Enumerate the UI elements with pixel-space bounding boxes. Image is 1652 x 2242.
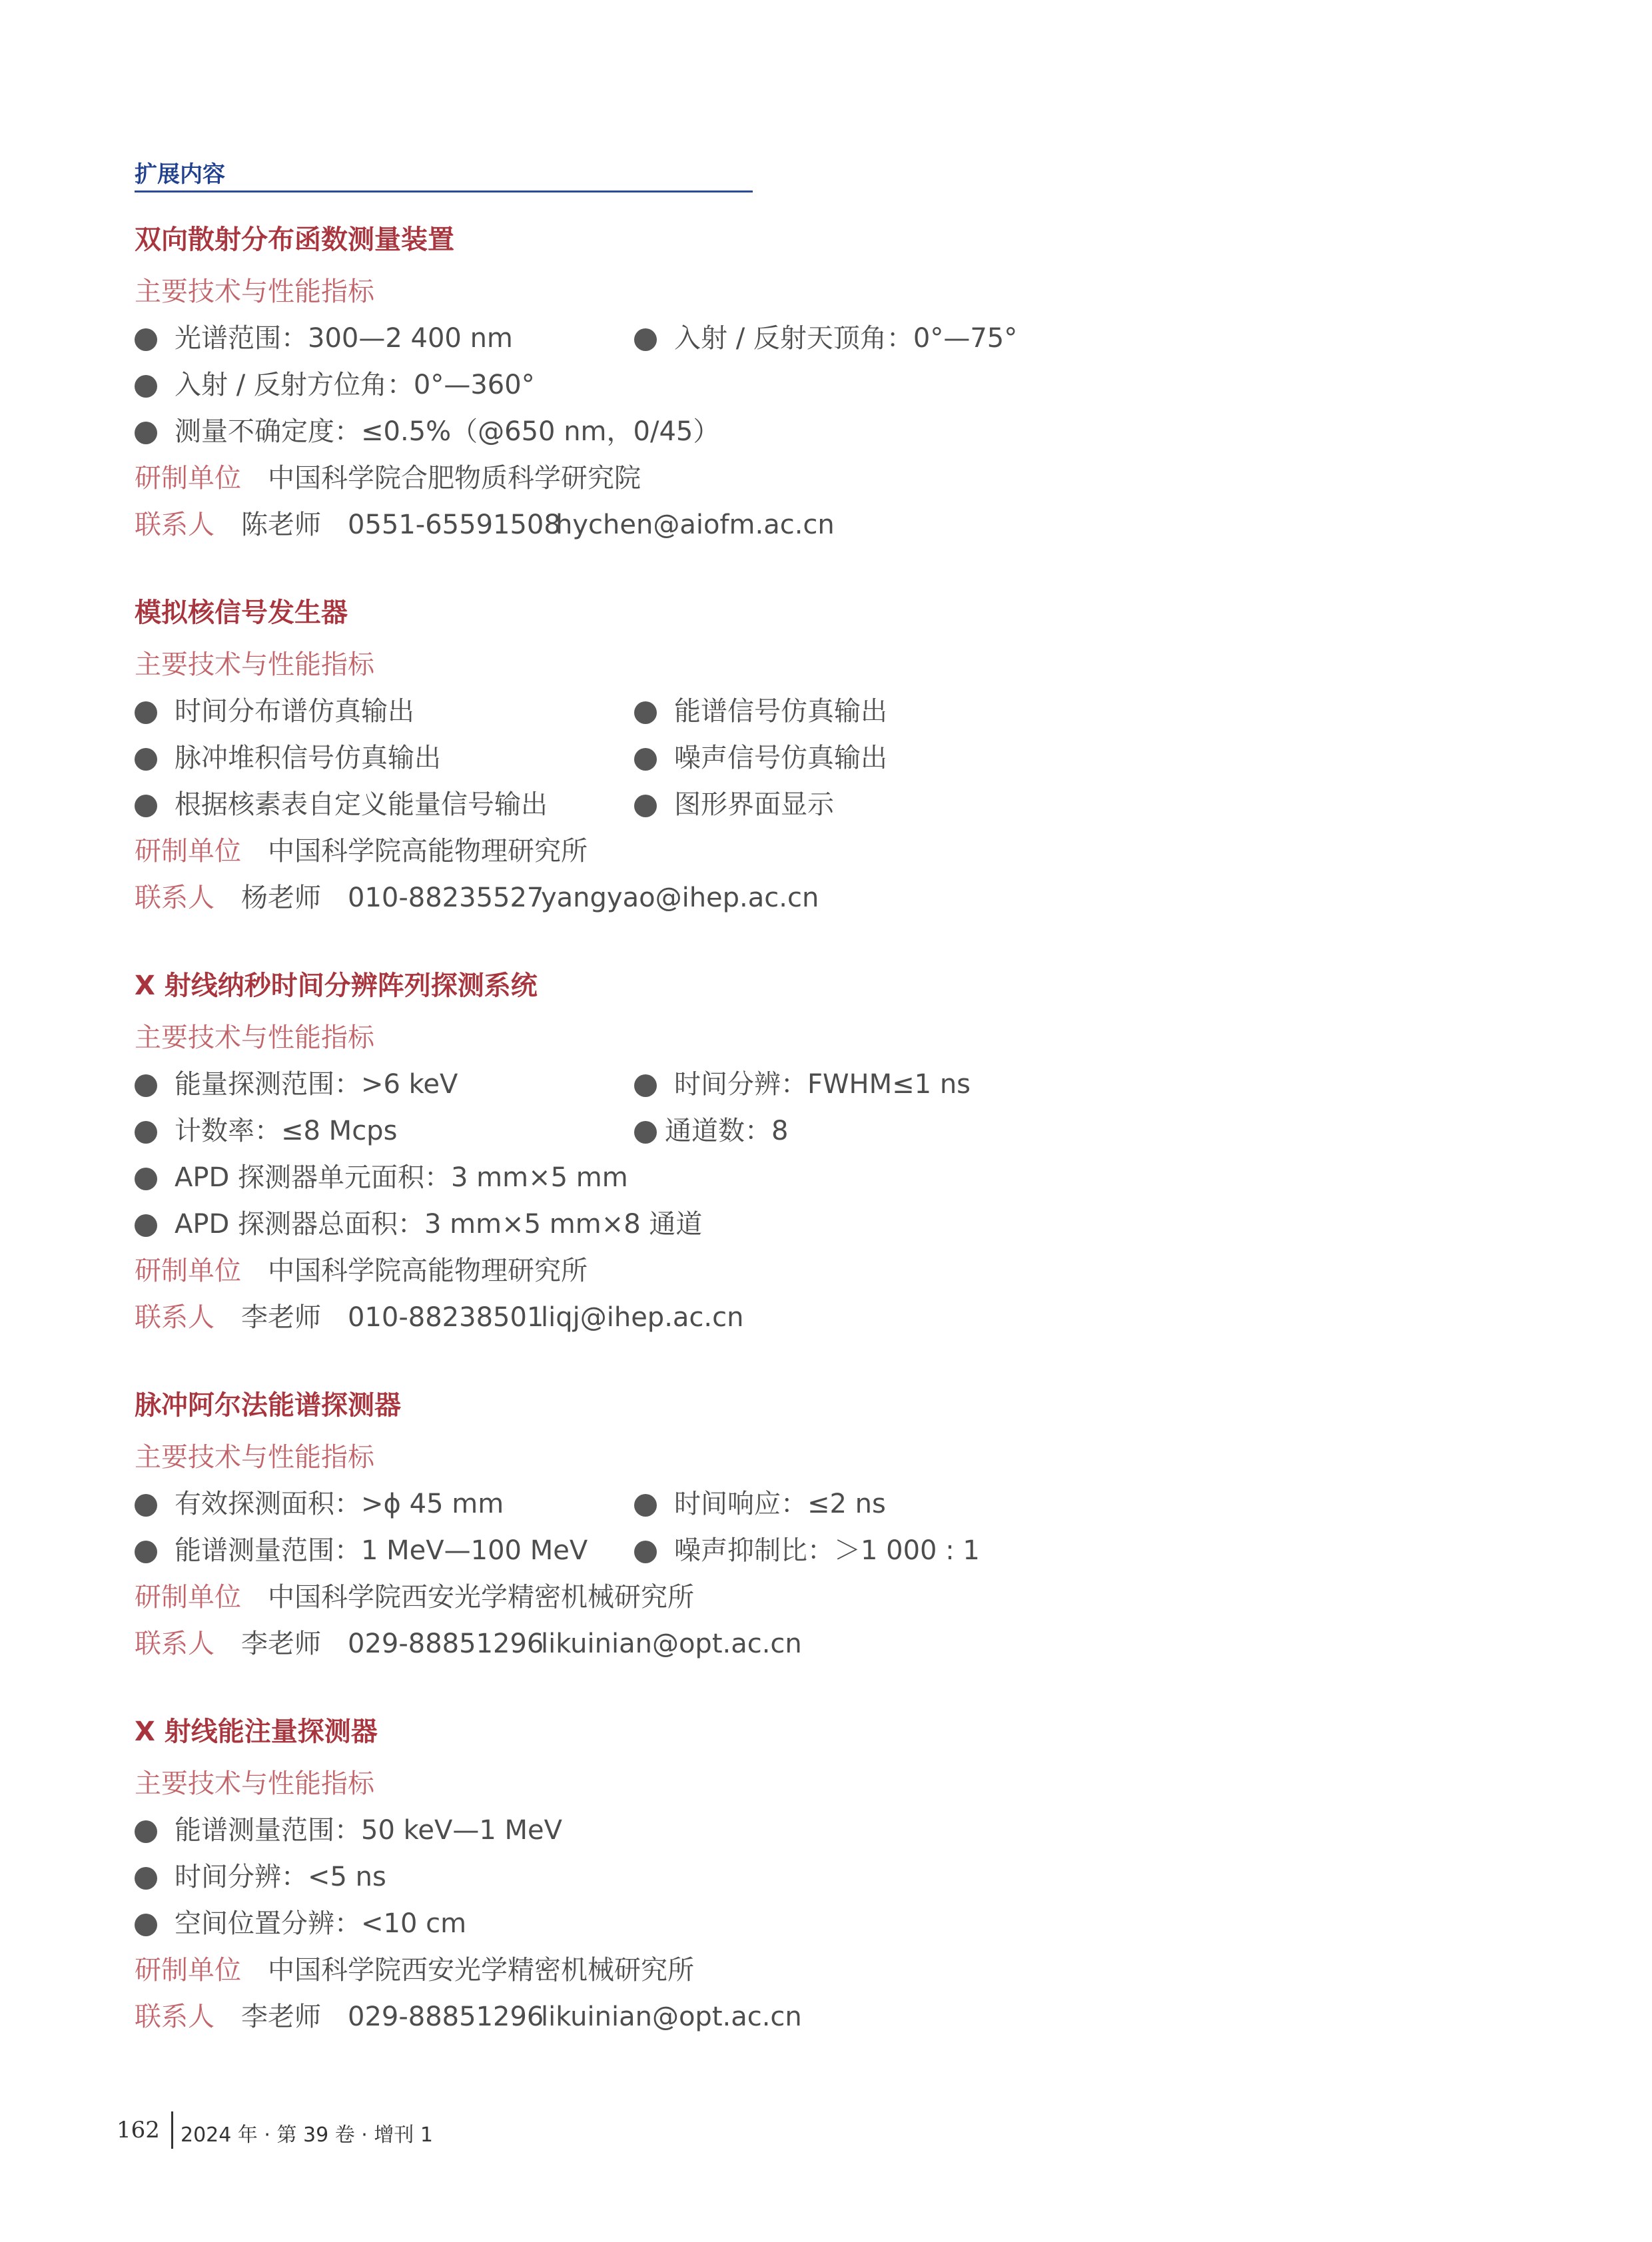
contact-email: hychen@aiofm.ac.cn bbox=[556, 510, 835, 540]
spec-row: APD 探测器总面积：3 mm×5 mm×8 通道 bbox=[135, 1204, 1267, 1244]
bullet-dot-icon bbox=[634, 795, 657, 817]
bullet-dot-icon bbox=[135, 748, 157, 771]
org-name: 中国科学院西安光学精密机械研究所 bbox=[268, 1582, 694, 1613]
issue-info: 2024 年 · 第 39 卷 · 增刊 1 bbox=[181, 2123, 433, 2147]
spec-row: 有效探测面积：>ϕ 45 mm 时间响应：≤2 ns bbox=[135, 1484, 1267, 1524]
bullet-dot-icon bbox=[634, 1074, 657, 1097]
contact-name: 李老师 bbox=[241, 1302, 321, 1333]
contact-line bbox=[135, 505, 1200, 545]
bullet-dot-icon bbox=[135, 1914, 157, 1936]
org-line bbox=[135, 1251, 1200, 1291]
org-label: 研制单位 bbox=[135, 1955, 241, 1986]
org-line bbox=[135, 458, 1200, 498]
org-line bbox=[135, 1577, 1200, 1617]
spec-row: 光谱范围：300—2 400 nm 入射 / 反射天顶角：0°—75° bbox=[135, 318, 1267, 358]
bullet-dot-icon bbox=[135, 1867, 157, 1890]
contact-name: 李老师 bbox=[241, 2002, 321, 2032]
contact-line bbox=[135, 1624, 1200, 1664]
section-header bbox=[135, 151, 753, 192]
org-label: 研制单位 bbox=[135, 1582, 241, 1613]
org-name: 中国科学院高能物理研究所 bbox=[268, 1256, 588, 1286]
bullet-dot-icon bbox=[634, 1494, 657, 1517]
spec-row: 时间分布谱仿真输出 能谱信号仿真输出 bbox=[135, 691, 1267, 731]
contact-phone: 029-88851296 bbox=[348, 1629, 544, 1659]
contact-line bbox=[135, 878, 1200, 918]
entry-title: X 射线纳秒时间分辨阵列探测系统 bbox=[135, 970, 538, 1001]
org-name: 中国科学院合肥物质科学研究院 bbox=[268, 463, 641, 494]
contact-name: 陈老师 bbox=[241, 510, 321, 540]
contact-label: 联系人 bbox=[135, 1302, 214, 1333]
contact-phone: 010-88238501 bbox=[348, 1302, 544, 1333]
bullet-dot-icon bbox=[634, 328, 657, 351]
contact-label: 联系人 bbox=[135, 1629, 214, 1659]
bullet-dot-icon bbox=[634, 748, 657, 771]
bullet-dot-icon bbox=[135, 1214, 157, 1237]
contact-label: 联系人 bbox=[135, 2002, 214, 2032]
bullet-dot-icon bbox=[135, 1820, 157, 1843]
spec-row: 入射 / 反射方位角：0°—360° bbox=[135, 365, 1267, 405]
contact-email: liqj@ihep.ac.cn bbox=[541, 1302, 744, 1333]
contact-phone: 0551-65591508 bbox=[348, 510, 561, 540]
bullet-dot-icon bbox=[135, 375, 157, 398]
entry-title: 双向散射分布函数测量装置 bbox=[135, 224, 454, 255]
org-name: 中国科学院高能物理研究所 bbox=[268, 836, 588, 867]
org-name: 中国科学院西安光学精密机械研究所 bbox=[268, 1955, 694, 1986]
contact-email: likuinian@opt.ac.cn bbox=[541, 1629, 802, 1659]
contact-label: 联系人 bbox=[135, 883, 214, 913]
bullet-dot-icon bbox=[135, 1168, 157, 1190]
spec-row: 计数率：≤8 Mcps 通道数：8 bbox=[135, 1111, 1267, 1151]
contact-email: likuinian@opt.ac.cn bbox=[541, 2002, 802, 2032]
bullet-dot-icon bbox=[135, 1541, 157, 1563]
entry-subhead: 主要技术与性能指标 bbox=[135, 1768, 374, 1799]
spec-row: 脉冲堆积信号仿真输出 噪声信号仿真输出 bbox=[135, 738, 1267, 778]
spec-row: 能谱测量范围：1 MeV—100 MeV 噪声抑制比：＞1 000 : 1 bbox=[135, 1531, 1267, 1571]
spec-row: 空间位置分辨：<10 cm bbox=[135, 1904, 1267, 1944]
bullet-dot-icon bbox=[135, 328, 157, 351]
entry-subhead: 主要技术与性能指标 bbox=[135, 276, 374, 307]
footer-divider bbox=[171, 2111, 173, 2149]
page-number: 162 bbox=[117, 2117, 160, 2143]
bullet-dot-icon bbox=[135, 1121, 157, 1144]
spec-row: 根据核素表自定义能量信号输出 图形界面显示 bbox=[135, 785, 1267, 825]
bullet-dot-icon bbox=[135, 1074, 157, 1097]
org-label: 研制单位 bbox=[135, 836, 241, 867]
org-label: 研制单位 bbox=[135, 1256, 241, 1286]
spec-row: APD 探测器单元面积：3 mm×5 mm bbox=[135, 1158, 1267, 1198]
bullet-dot-icon bbox=[634, 1121, 657, 1144]
spec-row: 能谱测量范围：50 keV—1 MeV bbox=[135, 1810, 1267, 1850]
bullet-dot-icon bbox=[135, 701, 157, 724]
spec-row: 测量不确定度：≤0.5%（@650 nm，0/45） bbox=[135, 412, 1267, 452]
bullet-dot-icon bbox=[634, 1541, 657, 1563]
contact-label: 联系人 bbox=[135, 510, 214, 540]
bullet-dot-icon bbox=[135, 422, 157, 444]
entry-subhead: 主要技术与性能指标 bbox=[135, 1022, 374, 1053]
contact-name: 杨老师 bbox=[241, 883, 321, 913]
entry-title: 模拟核信号发生器 bbox=[135, 597, 348, 628]
entry-subhead: 主要技术与性能指标 bbox=[135, 1442, 374, 1473]
spec-row: 能量探测范围：>6 keV 时间分辨：FWHM≤1 ns bbox=[135, 1064, 1267, 1104]
contact-line bbox=[135, 1997, 1200, 2037]
section-header-label: 扩展内容 bbox=[135, 161, 225, 188]
bullet-dot-icon bbox=[135, 1494, 157, 1517]
org-line bbox=[135, 1950, 1200, 1990]
bullet-dot-icon bbox=[634, 701, 657, 724]
bullet-dot-icon bbox=[135, 795, 157, 817]
contact-phone: 029-88851296 bbox=[348, 2002, 544, 2032]
entry-title: 脉冲阿尔法能谱探测器 bbox=[135, 1390, 401, 1421]
contact-phone: 010-88235527 bbox=[348, 883, 544, 913]
contact-line bbox=[135, 1298, 1200, 1337]
contact-name: 李老师 bbox=[241, 1629, 321, 1659]
contact-email: yangyao@ihep.ac.cn bbox=[541, 883, 819, 913]
entry-title: X 射线能注量探测器 bbox=[135, 1716, 378, 1747]
org-label: 研制单位 bbox=[135, 463, 241, 494]
entry-subhead: 主要技术与性能指标 bbox=[135, 649, 374, 680]
spec-row: 时间分辨：<5 ns bbox=[135, 1857, 1267, 1897]
org-line bbox=[135, 831, 1200, 871]
